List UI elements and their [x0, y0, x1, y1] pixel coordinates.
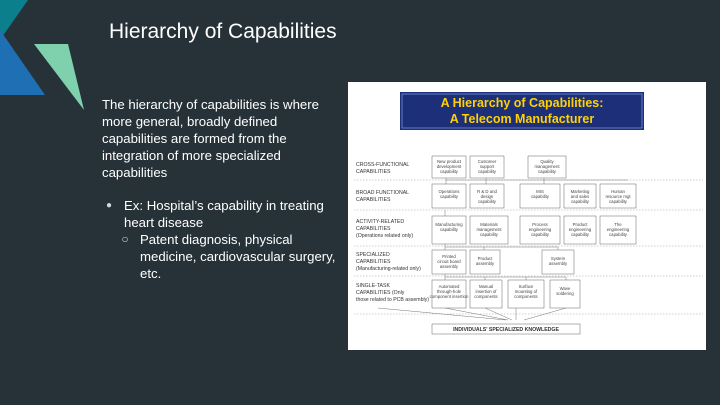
- svg-text:engineering: engineering: [568, 227, 592, 232]
- svg-text:management: management: [476, 227, 502, 232]
- svg-text:New product: New product: [436, 159, 462, 164]
- bullet-text: Ex: Hospital’s capability in treating heart disease: [124, 198, 324, 230]
- level-label: BROAD FUNCTIONAL: [356, 190, 410, 196]
- svg-text:R & D and: R & D and: [477, 189, 497, 194]
- svg-text:assembly: assembly: [475, 261, 495, 266]
- svg-text:capability: capability: [440, 227, 458, 232]
- capability-box: [564, 216, 596, 244]
- banner-line2: A Telecom Manufacturer: [449, 112, 595, 126]
- svg-text:The: The: [614, 222, 622, 227]
- level-label: those related to PCB assembly): [356, 297, 429, 303]
- svg-text:Manufacturing: Manufacturing: [435, 222, 463, 227]
- capability-box: [528, 156, 566, 178]
- sub-bullet-item: [118, 231, 337, 282]
- capability-box: [550, 280, 580, 308]
- body-text: [102, 96, 337, 282]
- svg-text:engineering: engineering: [606, 227, 630, 232]
- svg-text:Product: Product: [477, 256, 493, 261]
- level-labels: [356, 162, 429, 303]
- svg-text:System: System: [550, 256, 566, 261]
- svg-text:capability: capability: [609, 199, 627, 204]
- svg-text:Quality: Quality: [540, 159, 554, 164]
- svg-text:capability: capability: [538, 169, 556, 174]
- svg-text:circuit board: circuit board: [437, 259, 461, 264]
- hierarchy-diagram: [348, 82, 706, 350]
- capability-box: [430, 280, 469, 308]
- row2-boxes: [432, 184, 636, 208]
- level-label: SINGLE-TASK: [356, 283, 390, 289]
- capability-box: [600, 216, 636, 244]
- level-label: (Operations related only): [356, 233, 414, 239]
- bullet-item: [102, 197, 337, 231]
- row3-boxes: [432, 216, 636, 244]
- hierarchy-figure: [348, 82, 706, 350]
- svg-text:Manual: Manual: [478, 284, 494, 289]
- level-label: CROSS-FUNCTIONAL: [356, 162, 410, 168]
- row1-boxes: [432, 156, 566, 178]
- capability-box: [432, 216, 466, 244]
- svg-text:capability: capability: [571, 199, 589, 204]
- bullet-dot-icon: ●: [105, 200, 113, 211]
- svg-text:support: support: [479, 164, 495, 169]
- svg-text:insertion of: insertion of: [475, 289, 497, 294]
- svg-text:Materials: Materials: [480, 222, 498, 227]
- svg-text:management: management: [534, 164, 560, 169]
- capability-box: [432, 156, 466, 178]
- capability-box: [432, 250, 466, 274]
- row5-boxes: [430, 280, 580, 308]
- svg-text:capability: capability: [531, 194, 549, 199]
- svg-text:Process: Process: [532, 222, 548, 227]
- svg-text:capability: capability: [478, 169, 496, 174]
- capability-box: [520, 216, 560, 244]
- row4-boxes: [432, 250, 574, 274]
- svg-text:Wave: Wave: [559, 286, 571, 291]
- svg-text:capability: capability: [440, 194, 458, 199]
- capability-box: [520, 184, 560, 208]
- svg-text:capability: capability: [480, 232, 498, 237]
- svg-text:components: components: [514, 294, 538, 299]
- capability-box: [470, 250, 500, 274]
- capability-box: [432, 184, 466, 208]
- footer-label: INDIVIDUALS' SPECIALIZED KNOWLEDGE: [453, 327, 559, 333]
- svg-text:resource mgt: resource mgt: [605, 194, 631, 199]
- svg-text:components: components: [474, 294, 498, 299]
- svg-text:Product: Product: [572, 222, 588, 227]
- capability-box: [600, 184, 636, 208]
- svg-text:MIS: MIS: [536, 189, 544, 194]
- sub-bullet-circle-icon: ○: [121, 232, 129, 246]
- svg-text:capability: capability: [571, 232, 589, 237]
- corner-decoration: [0, 0, 90, 120]
- level-label: ACTIVITY-RELATED: [356, 219, 405, 225]
- svg-text:Printed: Printed: [442, 254, 456, 259]
- level-label: (Manufacturing-related only): [356, 266, 421, 272]
- svg-text:Surface: Surface: [518, 284, 534, 289]
- svg-text:mounting of: mounting of: [514, 289, 538, 294]
- level-label: CAPABILITIES (Only: [356, 290, 405, 296]
- svg-text:Operations: Operations: [438, 189, 460, 194]
- level-label: CAPABILITIES: [356, 197, 391, 203]
- level-label: CAPABILITIES: [356, 259, 391, 265]
- svg-text:and sales: and sales: [570, 194, 590, 199]
- capability-box: [470, 280, 502, 308]
- svg-text:through-hole: through-hole: [436, 289, 462, 294]
- capability-box: [542, 250, 574, 274]
- level-label: SPECIALIZED: [356, 252, 390, 258]
- svg-text:engineering: engineering: [528, 227, 552, 232]
- capability-box: [470, 184, 504, 208]
- banner-line1: A Hierarchy of Capabilities:: [440, 96, 604, 110]
- svg-text:capability: capability: [609, 232, 627, 237]
- intro-paragraph: The hierarchy of capabilities is where more general, broadly defined capabilities are formed from the integration of more specialized capabilities: [102, 97, 319, 180]
- sub-bullet-text: Patent diagnosis, physical medicine, cardiovascular surgery, etc.: [140, 232, 336, 281]
- capability-box: [564, 184, 596, 208]
- capability-box: [470, 156, 504, 178]
- level-label: CAPABILITIES: [356, 226, 391, 232]
- svg-text:development: development: [436, 164, 462, 169]
- svg-text:component insertion: component insertion: [429, 294, 469, 299]
- svg-text:capability: capability: [531, 232, 549, 237]
- svg-text:Marketing: Marketing: [570, 189, 590, 194]
- svg-text:assembly: assembly: [439, 264, 459, 269]
- svg-text:design: design: [480, 194, 494, 199]
- svg-text:Human: Human: [611, 189, 625, 194]
- slide-title: Hierarchy of Capabilities: [109, 20, 337, 43]
- svg-text:Customer: Customer: [477, 159, 497, 164]
- level-label: CAPABILITIES: [356, 169, 391, 175]
- capability-box: [508, 280, 544, 308]
- svg-text:Automated: Automated: [438, 284, 460, 289]
- svg-text:assembly: assembly: [548, 261, 568, 266]
- svg-text:capability: capability: [440, 169, 458, 174]
- svg-text:soldering: soldering: [556, 291, 574, 296]
- capability-box: [470, 216, 508, 244]
- svg-text:capability: capability: [478, 199, 496, 204]
